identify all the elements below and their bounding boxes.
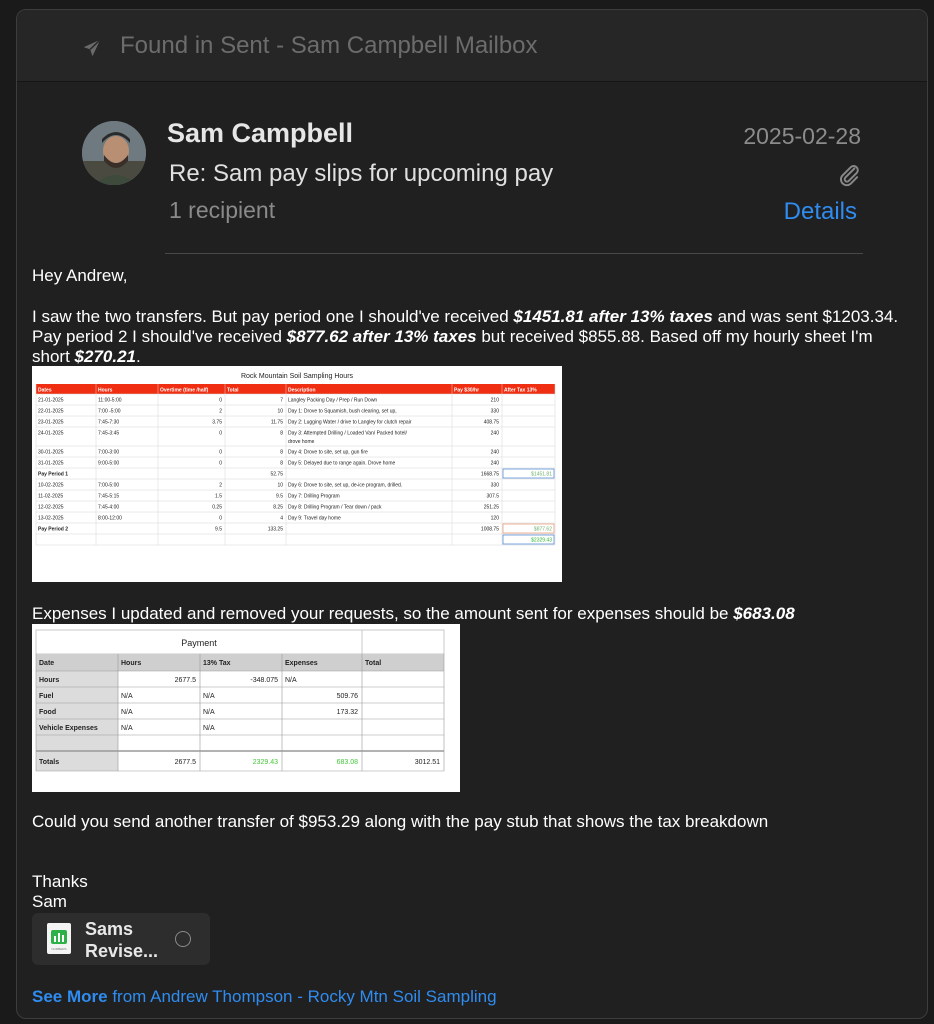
sheet-cell: 408.75 (483, 419, 499, 426)
avatar[interactable] (82, 121, 146, 185)
sheet-cell: 4 (280, 515, 283, 522)
sheet-cell: 12-02-2025 (38, 504, 64, 511)
sheet-cell: 22-01-2025 (38, 408, 64, 415)
sheet-title: Rock Mountain Soil Sampling Hours (240, 373, 354, 380)
sheet-cell: N/A (121, 709, 133, 716)
sheet-cell: 10-02-2025 (38, 482, 64, 489)
sheet-cell: 7:45-3:45 (98, 430, 120, 437)
sheet-cell: -348.075 (250, 677, 278, 684)
sheet-cell: 7:45-4:00 (98, 504, 120, 511)
sheet-cell: 11.75 (270, 419, 283, 426)
paragraph-expenses: Expenses I updated and removed your requests, so the amount sent for expenses should be $683.08 (32, 604, 795, 623)
sheet-cell: N/A (121, 725, 133, 732)
subject-line: Re: Sam pay slips for upcoming pay (169, 160, 554, 187)
sheet-cell: 8 (280, 430, 283, 437)
sheet-cell: $2329.43 (531, 537, 552, 544)
sheet-cell: 23-01-2025 (38, 419, 64, 426)
sheet-cell: N/A (285, 677, 297, 684)
numbers-file-icon (47, 923, 71, 954)
header-cell: After Tax 13% (504, 387, 537, 394)
sheet-cell: N/A (121, 693, 133, 700)
paper-plane-icon (81, 37, 103, 59)
download-icon[interactable] (175, 931, 191, 947)
sheet-cell: Totals (39, 759, 60, 766)
email-card (16, 9, 928, 1019)
sender-name: Sam Campbell (167, 118, 354, 148)
header-divider (165, 253, 863, 254)
sheet-cell: 11:00-5:00 (98, 397, 122, 404)
sheet-cell: 0 (219, 515, 222, 522)
sheet-cell: 0.25 (212, 504, 222, 511)
sheet-cell: Day 2: Lugging Water / drive to Langley for clutch repair (288, 419, 412, 426)
payment-sheet-image[interactable] (32, 624, 460, 792)
sheet-cell: 2 (219, 408, 222, 415)
sheet-title: Payment (181, 638, 217, 648)
sheet-cell: 10 (277, 482, 283, 489)
sheet-cell: Langley Packing Day / Prep / Run Down (288, 397, 378, 404)
sheet-cell: Day 3: Attempted Drilling / Loaded Van/ Packed hotel/ (288, 430, 407, 437)
sheet-cell: 7:00-3:00 (98, 449, 120, 456)
sheet-cell: 509.76 (336, 693, 358, 700)
sheet-cell: 0 (219, 449, 222, 456)
sheet-cell: 0 (219, 460, 222, 467)
hours-sheet-image[interactable] (32, 366, 562, 582)
header-cell: Expenses (285, 660, 318, 667)
paragraph-request: Could you send another transfer of $953.29 along with the pay stub that shows the tax breakdown (32, 812, 769, 831)
sheet-cell: 31-01-2025 (38, 460, 64, 467)
sheet-cell: 240 (490, 460, 499, 467)
header-cell: Pay $30/hr (454, 387, 480, 394)
sheet-cell: 2 (219, 482, 222, 489)
attachment-name: Sams Revise... (85, 919, 159, 961)
sheet-cell: Hours (39, 677, 60, 684)
sheet-cell: 133.25 (267, 526, 283, 533)
header-cell: Dates (38, 387, 52, 394)
sheet-cell: Vehicle Expenses (39, 725, 98, 732)
attachment-tile[interactable] (32, 913, 210, 965)
sheet-cell: 0 (219, 430, 222, 437)
sheet-cell: 307.5 (486, 493, 499, 500)
sheet-cell: 8.25 (273, 504, 283, 511)
sheet-cell: 1008.75 (480, 526, 499, 533)
header-cell: Hours (121, 660, 142, 667)
header-cell: Overtime (time /half) (160, 387, 209, 394)
header-row-bg (36, 654, 444, 671)
thanks-text: Thanks (32, 872, 88, 891)
title-cell (36, 630, 444, 654)
sheet-cell: N/A (203, 725, 215, 732)
sheet-cell: 0 (219, 397, 222, 404)
sheet-cell: 24-01-2025 (38, 430, 64, 437)
sheet-cell: 251.25 (483, 504, 499, 511)
sheet-cell: 30-01-2025 (38, 449, 64, 456)
sheet-cell: 210 (490, 397, 499, 404)
paperclip-icon (836, 162, 862, 188)
sheet-cell: 1668.75 (480, 471, 499, 478)
file-type-label: NUMBERS (51, 947, 67, 951)
sheet-cell: 13-02-2025 (38, 515, 64, 522)
sheet-cell: $877.62 (533, 526, 552, 533)
sheet-cell: 7:45-7:30 (98, 419, 120, 426)
found-in-bar[interactable] (17, 10, 927, 82)
header-cell: 13% Tax (203, 660, 231, 667)
sheet-cell: Day 1: Drove to Squamish, bush clearing, set up, (288, 408, 397, 415)
sheet-cell: Day 6: Drove to site, set up, de-ice program, drilled. (288, 482, 403, 489)
sheet-cell: Fuel (39, 693, 54, 700)
sheet-cell: 8 (280, 449, 283, 456)
sheet-cell: Day 8: Drilling Program / Tear down / pack (288, 504, 382, 511)
sheet-cell: 8 (280, 460, 283, 467)
sheet-cell: 173.32 (336, 709, 358, 716)
see-more-link[interactable]: See More from Andrew Thompson - Rocky Mtn Soil Sampling (32, 987, 497, 1006)
found-in-text: Found in Sent - Sam Campbell Mailbox (120, 32, 538, 59)
sheet-cell: 11-02-2025 (38, 493, 64, 500)
sheet-cell: 3.75 (212, 419, 222, 426)
header-cell: Total (365, 660, 382, 667)
sheet-cell: 330 (490, 408, 499, 415)
sheet-cell: Day 4: Drove to site, set up, gun fire (288, 449, 368, 456)
greeting: Hey Andrew, (32, 266, 128, 285)
sheet-cell: Pay Period 2 (38, 526, 69, 533)
sheet-cell: 10 (277, 408, 283, 415)
sheet-cell: 9.5 (215, 526, 222, 533)
sheet-cell: 683.08 (336, 759, 358, 766)
details-link[interactable]: Details (783, 198, 857, 225)
sheet-cell: 21-01-2025 (38, 397, 64, 404)
paragraph-transfers: I saw the two transfers. But pay period one I should've received $1451.81 after 13% taxes and was sent $1203.34. Pay period 2 I should've received $877.62 after 13% taxes but received $855.88. Based off my hourly sheet I'm short $270.21. (32, 307, 899, 366)
header-cell: Date (39, 660, 55, 667)
sheet-cell: 2677.5 (174, 677, 196, 684)
sheet-cell: $1451.81 (531, 471, 552, 478)
sheet-cell: Pay Period 1 (38, 471, 69, 478)
sheet-cell: 330 (490, 482, 499, 489)
sheet-cell: 7 (280, 397, 283, 404)
header-cell: Description (288, 387, 316, 394)
sheet-cell: 7:00-5:00 (98, 482, 120, 489)
header-cell: Hours (98, 387, 113, 394)
sheet-cell: 120 (490, 515, 499, 522)
sheet-cell: 2677.5 (174, 759, 196, 766)
sheet-cell: 9.5 (276, 493, 283, 500)
recipient-count[interactable]: 1 recipient (169, 197, 276, 223)
sheet-cell: 52.75 (270, 471, 283, 478)
sheet-cell: N/A (203, 693, 215, 700)
sheet-cell: N/A (203, 709, 215, 716)
sheet-cell: 240 (490, 430, 499, 437)
signature: Sam (32, 892, 67, 911)
sheet-cell: 8:00-12:00 (98, 515, 122, 522)
sheet-cell: 7:00 -5:00 (98, 408, 121, 415)
sheet-cell: 3012.51 (414, 759, 440, 766)
sheet-cell: 1.5 (215, 493, 222, 500)
sheet-cell: drove home (288, 439, 315, 445)
row-label-bg (36, 735, 118, 751)
avatar-photo (82, 121, 146, 185)
sheet-cell: 7:45-5:15 (98, 493, 120, 500)
sheet-cell: 2329.43 (252, 759, 278, 766)
sheet-cell: Day 5: Delayed due to range again. Drove home (288, 460, 396, 467)
sheet-cell: Day 9: Travel day home (288, 515, 341, 522)
sheet-cell: 9:00-5:00 (98, 460, 120, 467)
sheet-cell: Day 7: Drilling Program (288, 493, 340, 500)
sheet-cell: 240 (490, 449, 499, 456)
header-cell: Total (227, 387, 239, 394)
email-date: 2025-02-28 (743, 123, 861, 149)
sheet-cell: Food (39, 709, 57, 716)
